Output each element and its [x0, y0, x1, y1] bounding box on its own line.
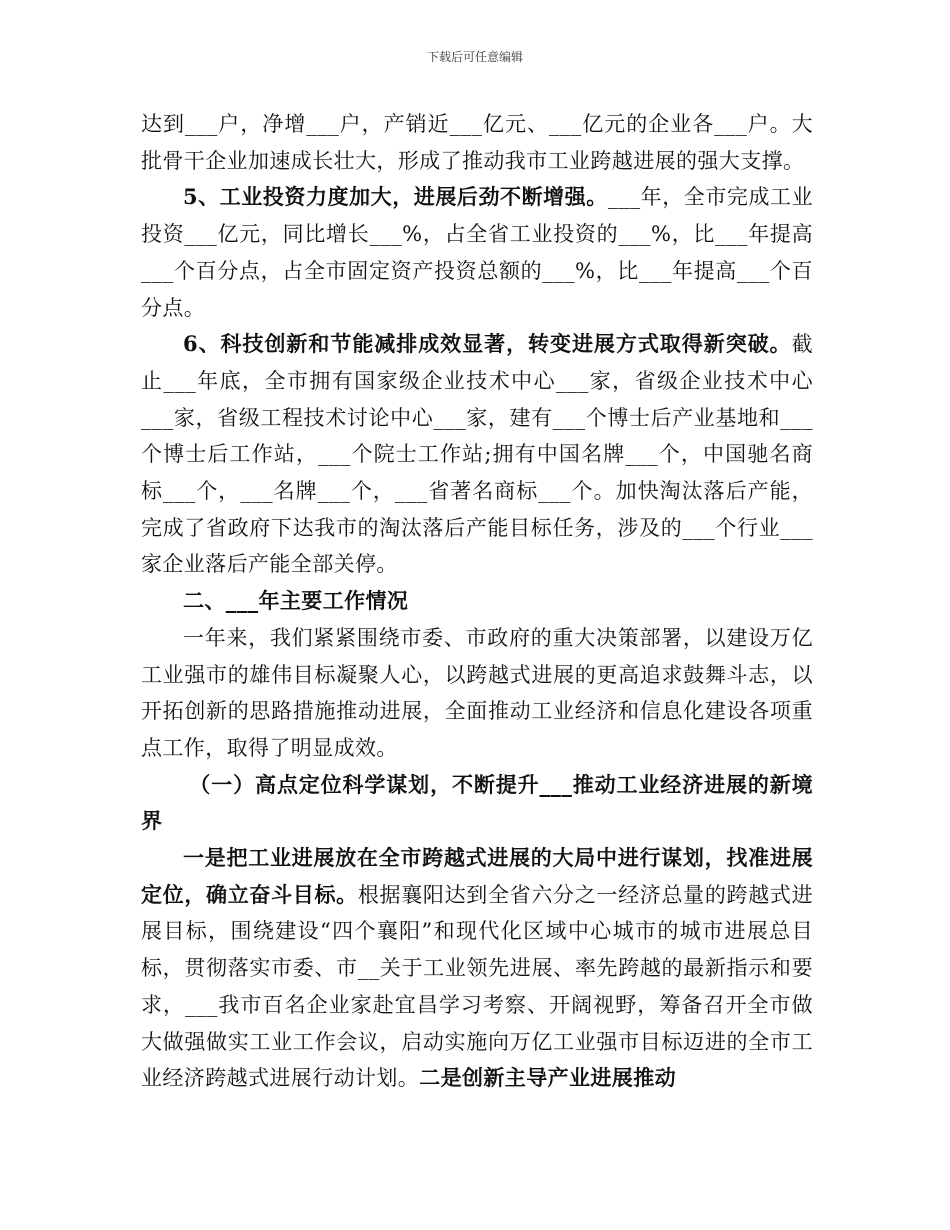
paragraph-overview: 一年来，我们紧紧围绕市委、市政府的重大决策部署，以建设万亿工业强市的雄伟目标凝聚人心，以跨越式进展的更高追求鼓舞斗志，以开拓创新的思路措施推动进展，全面推动工业经济和信息化建设各项重点工作，取得了明显成效。 — [141, 625, 813, 760]
paragraph-planning — [141, 840, 813, 1097]
paragraph-continuation: 达到___户，净增___户，产销近___亿元、___亿元的企业各___户。大批骨干企业加速成长壮大，形成了推动我市工业跨越进展的强大支撑。 — [141, 112, 813, 173]
subsection-heading: （一）高点定位科学谋划，不断提升___推动工业经济进展的新境界 — [141, 771, 813, 834]
paragraph-lead-bold: 5、工业投资力度加大，进展后劲不断增强。 — [183, 184, 608, 210]
paragraph-body-text: 截止___年底，全市拥有国家级企业技术中心___家，省级企业技术中心___家，省级工程技术讨论中心___家，建有___个博士后产业基地和___个博士后工作站，___个院士工作站;拥有中国名牌___个，中国驰名商标___个，___名牌___个，___省著名商标___个。加快淘汰落后产能，完成了省政府下达我市的淘汰落后产能目标任务，涉及的___个行业___家企业落后产能全部关停。 — [141, 332, 813, 577]
paragraph-body-text: ___年，全市完成工业投资___亿元，同比增长___%，占全省工业投资的___%，比___年提高___个百分点，占全市固定资产投资总额的___%，比___年提高___个百分点。 — [141, 185, 813, 320]
paragraph-industrial-investment — [141, 179, 813, 326]
page-header: 下载后可任意编辑 — [426, 50, 523, 64]
document-body — [141, 106, 813, 1097]
paragraph-tech-innovation — [141, 326, 813, 583]
paragraph-lead-bold: 一是把工业进展放在全市跨越式进展的大局中进行谋划，找准进展定位，确立奋斗目标。 — [141, 845, 813, 907]
paragraph-body-text: 根据襄阳达到全省六分之一经济总量的跨越式进展目标，围绕建设“四个襄阳”和现代化区域中心城市的城市进展总目标，贯彻落实市委、市__关于工业领先进展、率先跨越的最新指示和要求，___我市百名企业家赴宜昌学习考察、开阔视野，筹备召开全市做大做强做实工业工作会议，启动实施向万亿工业强市目标迈进的全市工业经济跨越式进展行动计划。 — [141, 882, 814, 1091]
section-heading: 二、___年主要工作情况 — [183, 588, 409, 614]
paragraph-trailing-bold: 二是创新主导产业进展推动 — [419, 1065, 677, 1091]
paragraph-lead-bold: 6、科技创新和节能减排成效显著，转变进展方式取得新突破。 — [183, 331, 792, 357]
